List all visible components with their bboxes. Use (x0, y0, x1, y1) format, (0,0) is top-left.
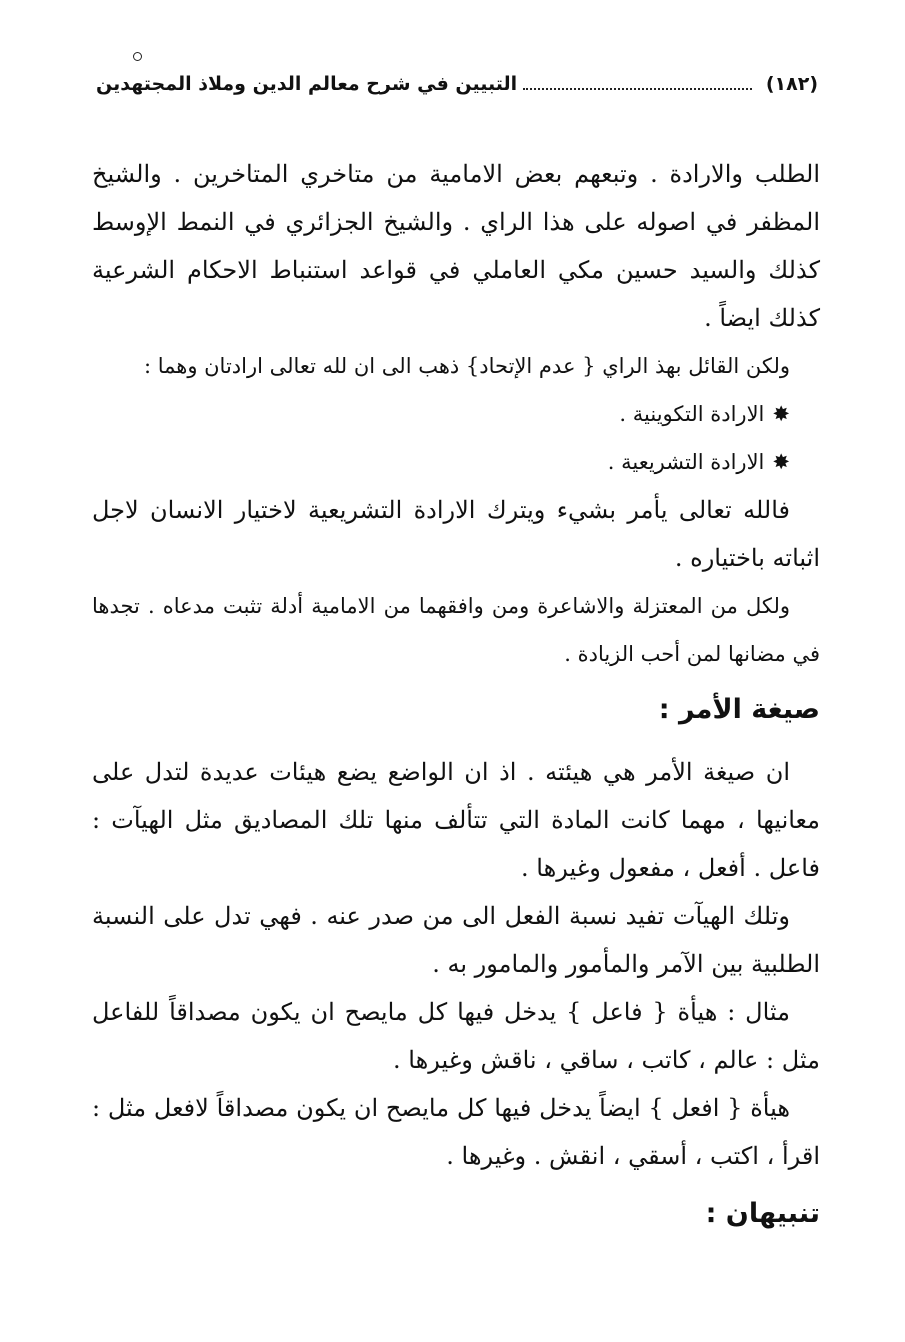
bullet-item-1 (92, 390, 820, 438)
star-bullet-icon: ✸ (772, 450, 790, 474)
bullet-item-2 (92, 438, 820, 486)
page-body (92, 150, 820, 1252)
book-title: التبيين في شرح معالم الدين وملاذ المجتهدين (96, 73, 518, 95)
running-header (96, 64, 818, 104)
paragraph-2: ولكن القائل بهذ الراي { عدم الإتحاد} ذهب الى ان لله تعالى ارادتان وهما : (143, 354, 790, 378)
paragraph-1: الطلب والارادة . وتبعهم بعض الامامية من متاخري المتاخرين . والشيخ المظفر في اصوله على هذا الراي . والشيخ الجزائري في النمط الإوسط كذلك والسيد حسين مكي العاملي في قواعد استنباط الاحكام الشرعية كذلك ايضاً . (92, 160, 820, 332)
section-heading-amr-form: صيغة الأمر : (658, 694, 820, 725)
paragraph-8: هيأة { افعل } ايضاً يدخل فيها كل مايصح ان يكون مصداقاً لافعل مثل : اقرأ ، اكتب ، أسقي ، انقش . وغيرها . (92, 1094, 820, 1170)
bullet-text-1: الارادة التكوينية . (619, 402, 765, 426)
section-heading-two-notes: تنبيهان : (705, 1198, 820, 1229)
paragraph-7: مثال : هيأة { فاعل } يدخل فيها كل مايصح ان يكون مصداقاً للفاعل مثل : عالم ، كاتب ، ساقي ، ناقش وغيرها . (92, 998, 820, 1074)
page-number: (١٨٢) (765, 73, 818, 95)
paragraph-5: ان صيغة الأمر هي هيئته . اذ ان الواضع يضع هيئات عديدة لتدل على معانيها ، مهما كانت المادة التي تتألف منها تلك المصاديق مثل الهيآت : فاعل . أفعل ، مفعول وغيرها . (92, 758, 820, 882)
dotted-leader (523, 88, 752, 90)
paragraph-3: فالله تعالى يأمر بشيء ويترك الارادة التشريعية لاختيار الانسان لاجل اثباته باختياره . (92, 496, 820, 572)
paragraph-4: ولكل من المعتزلة والاشاعرة ومن وافقهما من الامامية أدلة تثبت مدعاه . تجدها في مضانها لمن أحب الزيادة . (92, 594, 820, 666)
paragraph-6: وتلك الهيآت تفيد نسبة الفعل الى من صدر عنه . فهي تدل على النسبة الطلبية بين الآمر والمأمور والمامور به . (92, 902, 820, 978)
bullet-text-2: الارادة التشريعية . (607, 450, 765, 474)
star-bullet-icon: ✸ (772, 402, 790, 426)
ornament-circle-icon (133, 52, 142, 61)
